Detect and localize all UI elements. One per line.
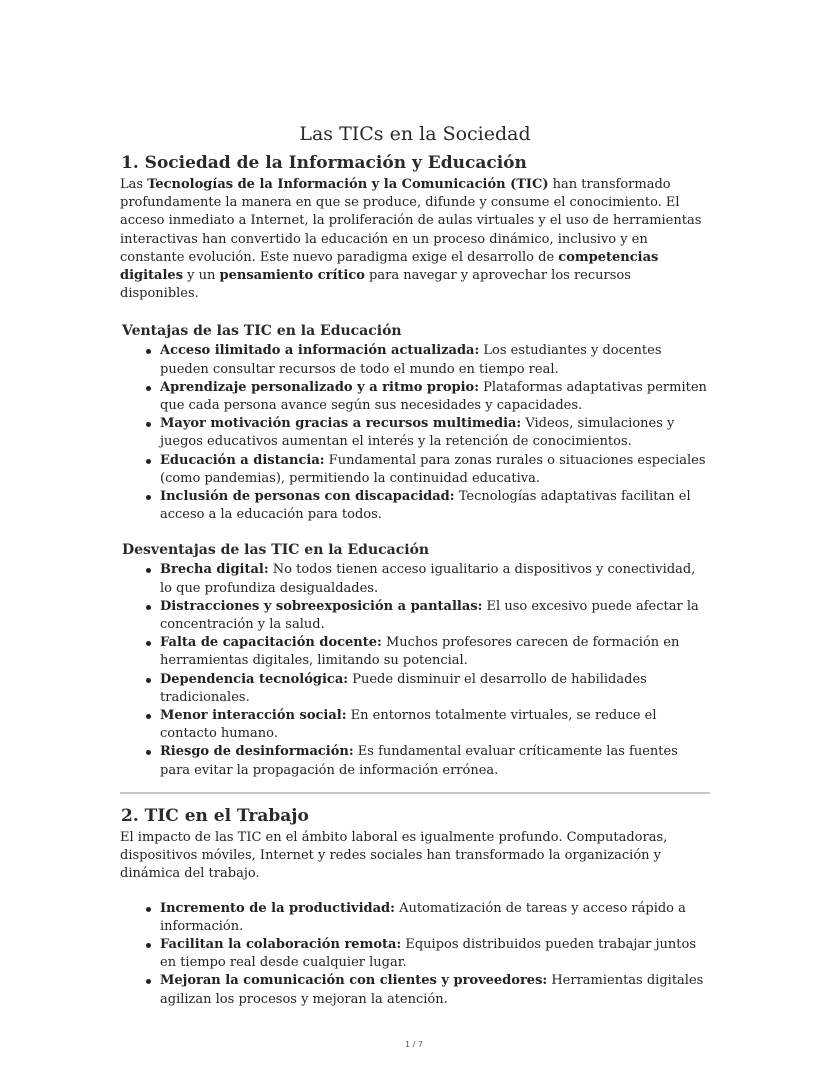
list-item [160,900,710,936]
list-item-term: Dependencia tecnológica: [160,671,349,687]
list-item [160,671,710,707]
intro-segment-bold: Tecnologías de la Información y la Comunicación (TIC) [147,177,549,192]
list-item-term: Aprendizaje personalizado y a ritmo propio: [160,379,480,395]
list-item-text: El uso excesivo puede afectar la concentración y la salud. [160,598,699,633]
disadvantages-heading: Desventajas de las TIC en la Educación [122,542,430,559]
list-item [160,488,710,524]
list-item-term: Facilitan la colaboración remota: [160,936,402,952]
list-item-text: Fundamental para zonas rurales o situaciones especiales (como pandemias), permitiendo la continuidad educativa. [160,452,706,486]
list-item-term: Riesgo de desinformación: [160,744,354,760]
list-item [160,452,710,488]
intro-segment: para navegar y aprovechar los recursos disponibles. [120,268,631,302]
list-item-term: Educación a distancia: [160,452,325,468]
list-item [160,415,710,451]
work-benefits-list [120,900,710,1009]
list-item [160,379,710,415]
list-item-text: Videos, simulaciones y juegos educativos aumentan el interés y la retención de conocimientos. [160,416,675,450]
intro-segment-bold: competencias digitales [120,249,659,284]
list-item [160,634,710,670]
list-item-term: Distracciones y sobreexposición a pantallas: [160,598,483,614]
document-title: Las TICs en la Sociedad [299,123,531,145]
list-item-text: Automatización de tareas y acceso rápido a información. [160,900,686,934]
list-item [160,342,710,378]
list-item-term: Mayor motivación gracias a recursos multimedia: [160,416,522,432]
list-item-text: Herramientas digitales agilizan los procesos y mejoran la atención. [160,973,704,1007]
list-item-text: Plataformas adaptativas permiten que cada persona avance según sus necesidades y capacidades. [160,379,707,414]
intro-segment: y un [183,268,220,284]
list-item-term: Menor interacción social: [160,708,347,724]
section-divider [120,792,710,794]
list-item [160,707,710,743]
section2-heading: 2. TIC en el Trabajo [121,805,309,826]
list-item-term: Mejoran la comunicación con clientes y proveedores: [160,973,548,989]
intro-segment: Las [120,177,148,192]
list-item [160,743,710,779]
list-item-text: No todos tienen acceso igualitario a dispositivos y conectividad, lo que profundiza desigualdades. [160,562,696,596]
list-item [160,972,710,1008]
intro-segment: han transformado profundamente la manera en que se produce, difunde y consume el conocimiento. El acceso inmediato a Internet, la proliferación de aulas virtuales y el uso de herramientas interactivas han convertido la educación en un proceso dinámico, inclusivo y en constante evolución. Este nuevo paradigma exige el desarrollo de [120,177,702,265]
list-item-text: Equipos distribuidos pueden trabajar juntos en tiempo real desde cualquier lugar. [160,936,697,971]
list-item-term: Incremento de la productividad: [160,900,395,916]
page-number: 1 / 7 [405,1040,423,1049]
section1-heading: 1. Sociedad de la Información y Educación [121,153,527,173]
list-item [160,936,710,972]
list-item-term: Acceso ilimitado a información actualizada: [160,343,480,359]
section2-intro-paragraph: El impacto de las TIC en el ámbito laboral es igualmente profundo. Computadoras, dispositivos móviles, Internet y redes sociales han transformado la organización y dinámica del trabajo. [120,829,668,882]
section1-intro-paragraph [120,176,710,303]
list-item-term: Brecha digital: [160,562,269,578]
list-item-term: Inclusión de personas con discapacidad: [160,489,455,505]
disadvantages-list [120,561,710,779]
list-item-text: En entornos totalmente virtuales, se reduce el contacto humano. [160,708,657,742]
list-item-text: Los estudiantes y docentes pueden consultar recursos de todo el mundo en tiempo real. [160,343,662,377]
document-content [120,122,710,1009]
list-item-term: Falta de capacitación docente: [160,635,382,651]
list-item-text: Puede disminuir el desarrollo de habilidades tradicionales. [160,671,647,705]
list-item-text: Tecnologías adaptativas facilitan el acceso a la educación para todos. [160,489,691,523]
list-item-text: Es fundamental evaluar críticamente las fuentes para evitar la propagación de información errónea. [160,744,678,778]
list-item-text: Muchos profesores carecen de formación en herramientas digitales, limitando su potencial. [160,635,680,669]
list-item [160,598,710,634]
intro-segment-bold: pensamiento crítico [219,268,365,284]
list-item [160,561,710,597]
advantages-heading: Ventajas de las TIC en la Educación [122,323,402,340]
advantages-list [120,342,710,524]
